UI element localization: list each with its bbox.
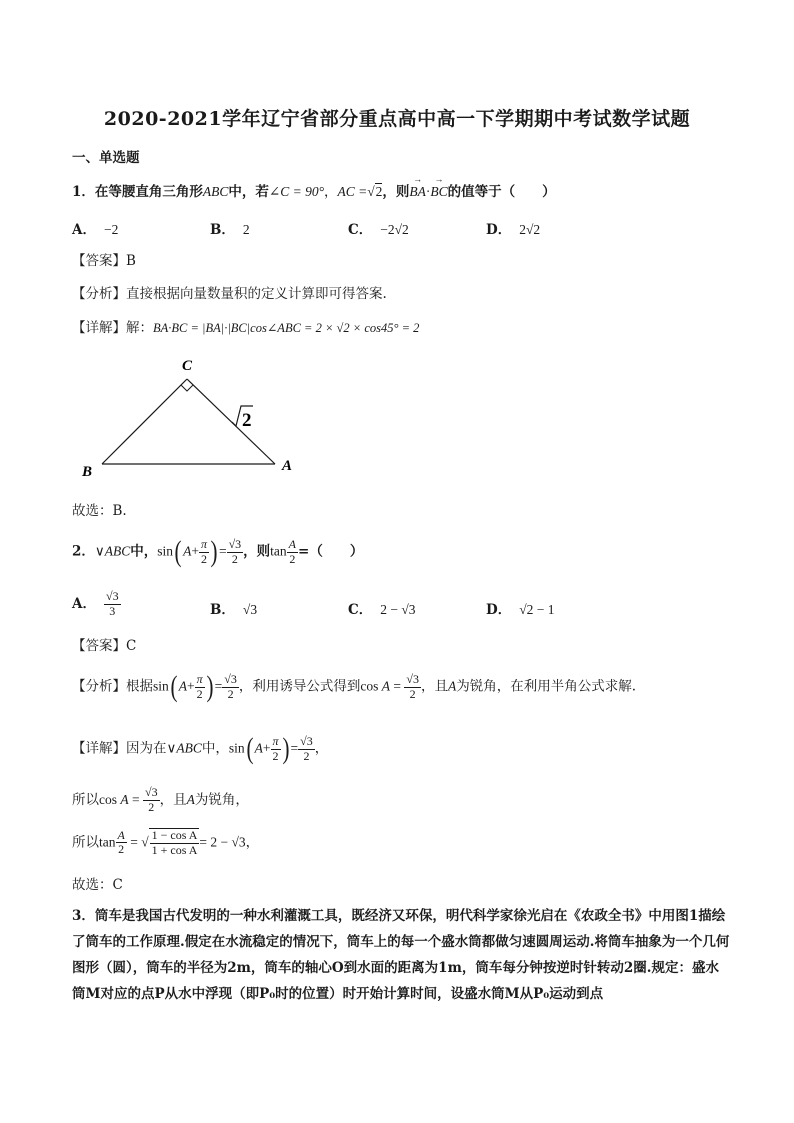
angle-condition: ∠C = 90° — [268, 184, 324, 199]
vertex-c-label: C — [182, 358, 193, 374]
option-d: D． 2√2 — [486, 222, 541, 238]
choice-2: 故选：C — [72, 877, 123, 893]
question-2-stem: 2．∨ABC中，sin( A+ $\frac{\pi}{2}$ ) = $\frac{√3}{2}$ ，则tan $\frac{A}{2}$ =（ ） — [72, 535, 364, 568]
question-1-stem: 1．在等腰直角三角形ABC中，若∠C = 90°，AC =√2，则→ BA·→ BC的值等于（ ） — [72, 180, 556, 200]
option-b: B． 2 — [210, 222, 250, 238]
stem-text: 在等腰直角三角形 — [94, 184, 203, 200]
choice-1: 故选：B. — [72, 503, 127, 519]
detail-2: 【详解】因为在∨ABC中，sin( A+ $\frac{\pi}{2}$ ) = $\frac{√3}{2}$ ， — [72, 732, 329, 765]
detail-2-line-3: 所以tan $\frac{A}{2}$ = √ $\frac{\text{1 − cos A}}{\text{1 + cos A}}$ = 2 − √3， — [72, 827, 260, 857]
question-number: 2． — [72, 543, 95, 560]
analysis-2: 【分析】根据sin( A+ $\frac{\pi}{2}$ ) = $\frac{√3}{2}$ ，利用诱导公式得到cos A = $\frac{√3}{2}$ ，且A为锐角，在利用半角公式求解. — [72, 670, 637, 703]
stem-text: ，则 — [243, 543, 271, 560]
detail-2-line-2: 所以cos A = $\frac{√3}{2}$ ，且A为锐角， — [72, 785, 249, 814]
triangle-name: ∨ABC — [94, 543, 131, 559]
side-length-label: 2 — [242, 410, 252, 431]
question-number: 1． — [72, 184, 95, 200]
option-b: B． √3 — [210, 602, 258, 618]
stem-text: 中， — [130, 543, 158, 560]
question-3-stem: 3．筒车是我国古代发明的一种水利灌溉工具，既经济又环保，明代科学家徐光启在《农政全书》中用图1描绘了筒车的工作原理.假定在水流稳定的情况下，筒车上的每一个盛水筒都做匀速圆周运动.将筒车抽象为一个几何图形（圆），筒车的半径为2m，筒车的轴心O到水面的距离为1m，筒车每分钟按逆时针转动2圈.规定：盛水筒M对应的点P从水中浮现（即P₀时的位置）时开始计算时间，设盛水筒M从P₀运动到点 — [72, 908, 730, 1002]
detail-1 — [72, 316, 419, 336]
section-heading: 一、单选题 — [72, 150, 140, 166]
stem-text: =（ ） — [298, 543, 364, 560]
answer-2: 【答案】C — [72, 638, 137, 654]
stem-text: 中，若 — [228, 184, 269, 200]
option-c: C． 2 − √3 — [348, 602, 416, 618]
sin-function: sin — [157, 543, 174, 559]
vector-bc: → BC — [430, 184, 447, 200]
analysis-1: 【分析】直接根据向量数量积的定义计算即可得答案. — [72, 286, 387, 302]
triangle-name: ABC — [202, 184, 229, 199]
sqrt-value: 2 — [375, 184, 383, 199]
vertex-b-label: B — [82, 464, 93, 480]
side-condition: AC = — [337, 184, 368, 199]
page-title: 2020-2021学年辽宁省部分重点高中高一下学期期中考试数学试题 — [103, 108, 691, 130]
side-ca — [187, 379, 275, 464]
stem-text: 的值等于（ ） — [447, 184, 556, 200]
detail-expression: BA·BC = |BA|·|BC|cos∠ABC = 2 × √2 × cos45° = 2 — [153, 321, 420, 335]
option-d: D． √2 − 1 — [486, 602, 555, 618]
option-a: A． $\frac{√3}{3}$ — [72, 589, 119, 618]
right-angle-mark — [181, 385, 193, 391]
stem-text: ，则 — [382, 184, 410, 200]
side-bc — [102, 379, 187, 464]
vertex-a-label: A — [282, 458, 293, 474]
dot-operator: · — [425, 184, 431, 199]
option-a: A． −2 — [72, 222, 119, 238]
vector-ba: → BA — [409, 184, 426, 200]
triangle-figure — [72, 350, 312, 485]
answer-1: 【答案】B — [72, 253, 136, 269]
option-c: C． −2√2 — [348, 222, 409, 238]
detail-label: 【详解】解： — [72, 320, 153, 336]
